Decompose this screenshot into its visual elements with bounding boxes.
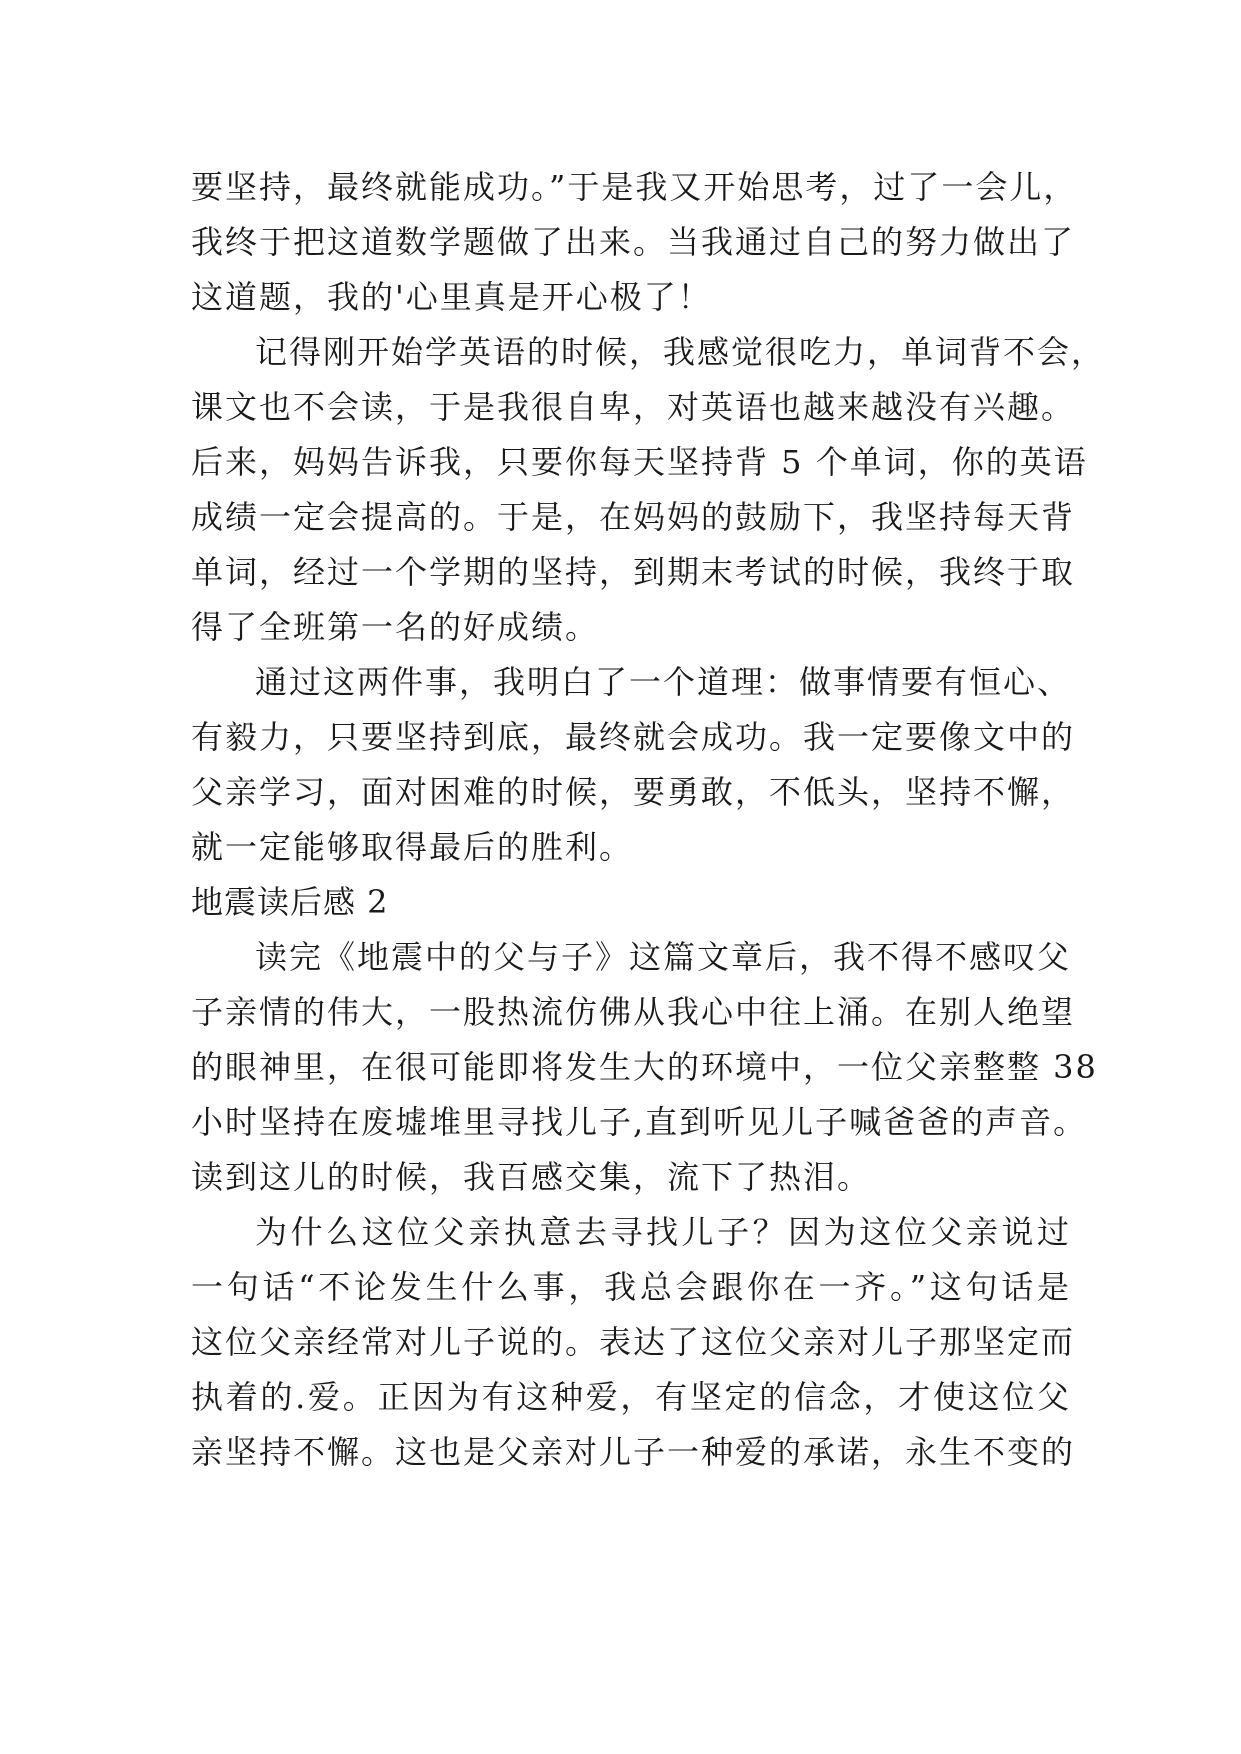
section-heading: 地震读后感 2 <box>191 883 389 921</box>
paragraph-5-line-4: 执着的.爱。正因为有这种爱，有坚定的信念，才使这位父 <box>191 1378 1071 1416</box>
paragraph-5-line-2: 一句话“不论发生什么事，我总会跟你在一齐。”这句话是 <box>191 1268 1071 1306</box>
paragraph-1-line-3: 这道题，我的'心里真是开心极了！ <box>191 278 712 316</box>
paragraph-5-line-1: 为什么这位父亲执意去寻找儿子？因为这位父亲说过 <box>255 1213 1071 1251</box>
paragraph-2-line-3: 后来，妈妈告诉我，只要你每天坚持背 5 个单词，你的英语 <box>191 443 1088 481</box>
paragraph-1-line-1: 要坚持，最终就能成功。”于是我又开始思考，过了一会儿， <box>191 168 1078 206</box>
paragraph-4-line-2: 子亲情的伟大，一股热流仿佛从我心中往上涌。在别人绝望 <box>191 993 1076 1031</box>
paragraph-2-line-6: 得了全班第一名的好成绩。 <box>191 608 600 646</box>
paragraph-2-line-4: 成绩一定会提高的。于是，在妈妈的鼓励下，我坚持每天背 <box>191 498 1076 536</box>
paragraph-1-line-2: 我终于把这道数学题做了出来。当我通过自己的努力做出了 <box>191 223 1076 261</box>
paragraph-5-line-3: 这位父亲经常对儿子说的。表达了这位父亲对儿子那坚定而 <box>191 1323 1076 1361</box>
paragraph-3-line-1: 通过这两件事，我明白了一个道理：做事情要有恒心、 <box>255 663 1072 701</box>
paragraph-5-line-5: 亲坚持不懈。这也是父亲对儿子一种爱的承诺，永生不变的 <box>191 1433 1076 1471</box>
paragraph-4-line-3: 的眼神里，在很可能即将发生大的环境中，一位父亲整整 38 <box>191 1048 1098 1086</box>
paragraph-2-line-2: 课文也不会读，于是我很自卑，对英语也越来越没有兴趣。 <box>191 388 1076 426</box>
document-body <box>191 160 1106 1480</box>
paragraph-2-line-5: 单词，经过一个学期的坚持，到期末考试的时候，我终于取 <box>191 553 1076 591</box>
paragraph-4-line-4: 小时坚持在废墟堆里寻找儿子,直到听见儿子喊爸爸的声音。 <box>191 1103 1088 1141</box>
paragraph-3-line-4: 就一定能够取得最后的胜利。 <box>191 828 634 866</box>
paragraph-3-line-3: 父亲学习，面对困难的时候，要勇敢，不低头，坚持不懈， <box>191 773 1076 811</box>
paragraph-2-line-1: 记得刚开始学英语的时候，我感觉很吃力，单词背不会， <box>255 333 1106 371</box>
paragraph-4-line-1: 读完《地震中的父与子》这篇文章后，我不得不感叹父 <box>255 938 1072 976</box>
paragraph-4-line-5: 读到这儿的时候，我百感交集，流下了热泪。 <box>191 1158 872 1196</box>
paragraph-3-line-2: 有毅力，只要坚持到底，最终就会成功。我一定要像文中的 <box>191 718 1076 756</box>
